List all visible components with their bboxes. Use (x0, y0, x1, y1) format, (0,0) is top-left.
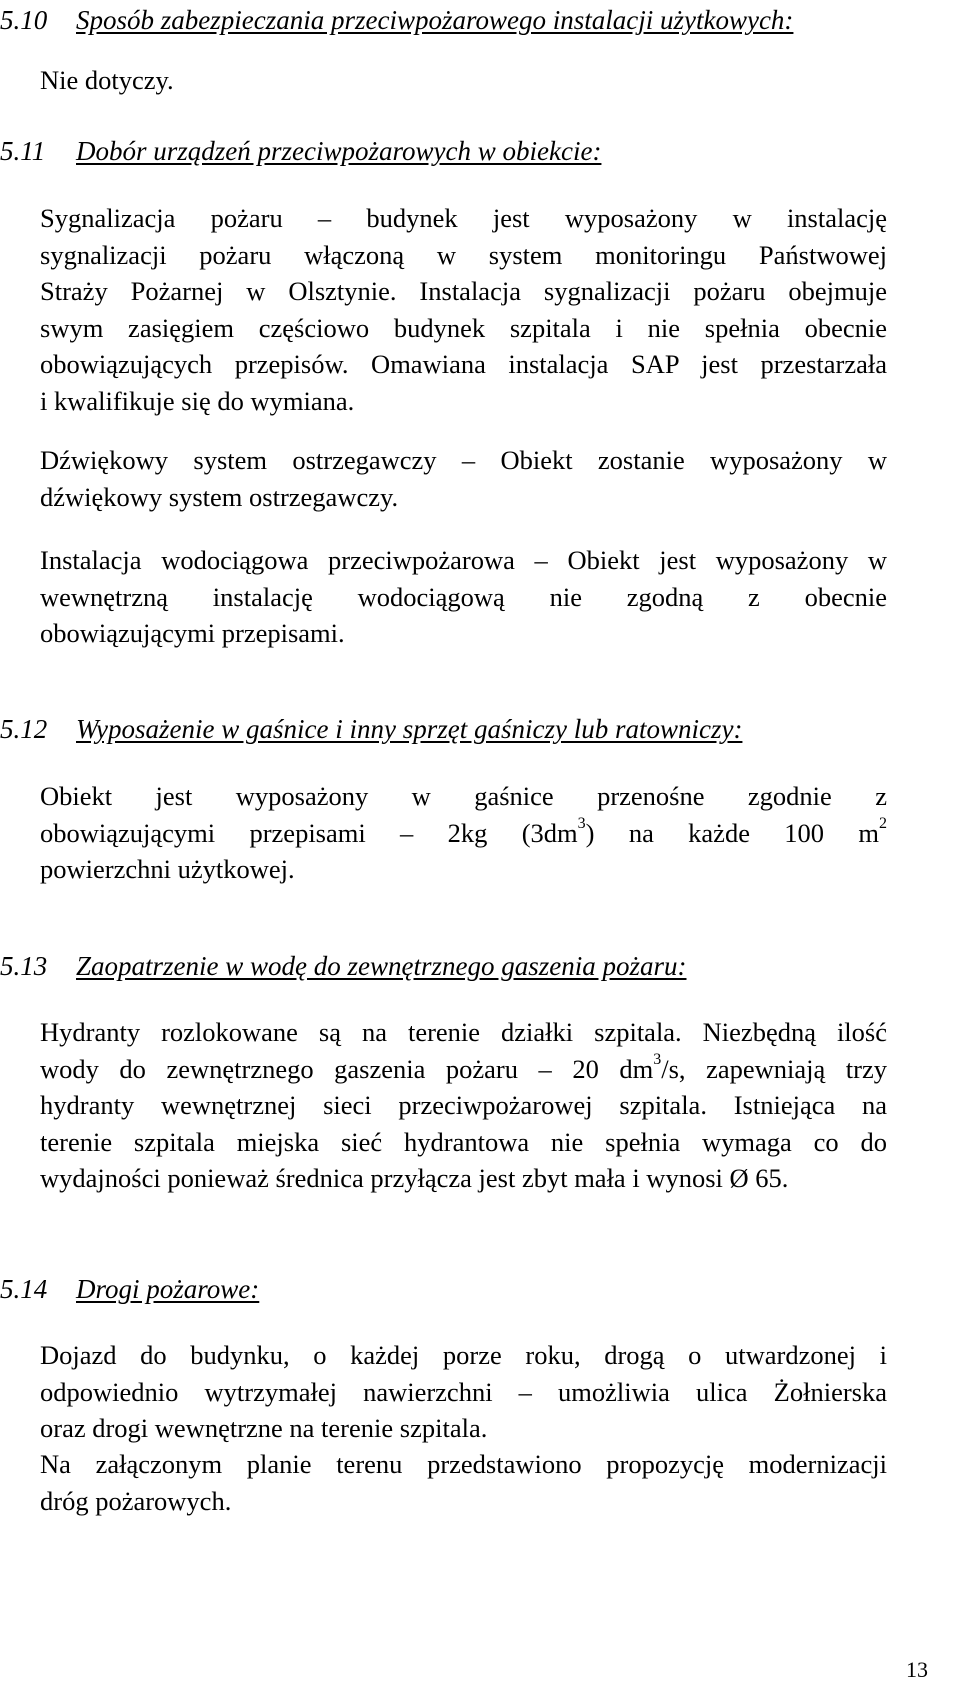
text-line: obowiązującymi przepisami. (40, 618, 345, 649)
text-line: Straży Pożarnej w Olsztynie. Instalacja sygnalizacji pożaru obejmuje (40, 276, 887, 307)
paragraph-voice-alarm (40, 442, 887, 515)
text-line: Sygnalizacja pożaru – budynek jest wyposażony w instalację (40, 203, 887, 233)
text-line: sygnalizacji pożaru włączoną w system monitoringu Państwowej (40, 239, 887, 270)
text-fragment: ) na każde 100 m (585, 817, 879, 848)
superscript: 3 (653, 1050, 662, 1068)
superscript: 3 (577, 814, 586, 832)
page-number: 13 (906, 1657, 928, 1682)
section-heading-5-13 (0, 950, 687, 982)
section-heading-5-14 (0, 1273, 259, 1305)
superscript: 2 (879, 814, 887, 832)
section-number: 5.14 (0, 1274, 48, 1304)
text-line: oraz drogi wewnętrzne na terenie szpitala. (40, 1413, 488, 1444)
text-line: Instalacja wodociągowa przeciwpożarowa – Obiekt jest wyposażony w (40, 545, 887, 575)
text-line: odpowiednio wytrzymałej nawierzchni – umożliwia ulica Żołnierska (40, 1376, 887, 1407)
section-heading-5-10 (0, 4, 793, 36)
paragraph-extinguishers (40, 778, 887, 888)
section-title: Drogi pożarowe: (76, 1274, 260, 1304)
text-line: Dźwiękowy system ostrzegawczy – Obiekt zostanie wyposażony w (40, 445, 887, 475)
text-line: Hydranty rozlokowane są na terenie działki szpitala. Niezbędną ilość (40, 1017, 887, 1047)
text-line: powierzchni użytkowej. (40, 854, 295, 885)
section-number: 5.12 (0, 714, 48, 744)
section-title: Sposób zabezpieczania przeciwpożarowego instalacji użytkowych: (76, 5, 794, 35)
text-line: Obiekt jest wyposażony w gaśnice przenośne zgodnie z (40, 781, 887, 811)
text-line: wewnętrzną instalację wodociągową nie zgodną z obecnie (40, 581, 887, 612)
text-line: i kwalifikuje się do wymiana. (40, 385, 355, 416)
text-line: Dojazd do budynku, o każdej porze roku, drogą o utwardzonej i (40, 1340, 887, 1370)
section-number: 5.13 (0, 951, 48, 981)
text-line: terenie szpitala miejska sieć hydrantowa nie spełnia wymaga co do (40, 1126, 887, 1157)
section-title: Zaopatrzenie w wodę do zewnętrznego gaszenia pożaru: (76, 951, 687, 981)
text-line: wydajności ponieważ średnica przyłącza jest zbyt mała i wynosi Ø 65. (40, 1163, 789, 1194)
text-line: hydranty wewnętrznej sieci przeciwpożarowej szpitala. Istniejąca na (40, 1090, 887, 1121)
text-fragment: /s, zapewniają trzy (661, 1053, 888, 1084)
paragraph-site-plan (40, 1446, 887, 1519)
text-line: obowiązujących przepisów. Omawiana instalacja SAP jest przestarzała (40, 349, 887, 380)
section-number: 5.10 (0, 5, 48, 35)
paragraph-water-supply (40, 1014, 887, 1197)
section-title: Wyposażenie w gaśnice i inny sprzęt gaśniczy lub ratowniczy: (76, 714, 743, 744)
text-line: dróg pożarowych. (40, 1485, 232, 1516)
text-line (40, 1051, 887, 1088)
text-line: dźwiękowy system ostrzegawczy. (40, 481, 399, 512)
paragraph-not-applicable: Nie dotyczy. (40, 65, 174, 95)
section-heading-5-11 (0, 135, 601, 167)
paragraph-hydrant-installation (40, 542, 887, 652)
text-line: swym zasięgiem częściowo budynek szpitala i nie spełnia obecnie (40, 312, 887, 343)
paragraph-fire-alarm (40, 200, 887, 420)
text-fragment: wody do zewnętrznego gaszenia pożaru – 20 dm (40, 1053, 654, 1084)
paragraph-fire-roads (40, 1337, 887, 1447)
text-fragment: obowiązującymi przepisami – 2kg (3dm (40, 817, 578, 848)
section-number: 5.11 (0, 136, 46, 166)
section-title: Dobór urządzeń przeciwpożarowych w obiekcie: (76, 136, 602, 166)
section-heading-5-12 (0, 713, 742, 745)
text-line (40, 815, 887, 852)
text-line: Na załączonym planie terenu przedstawiono propozycję modernizacji (40, 1449, 887, 1479)
